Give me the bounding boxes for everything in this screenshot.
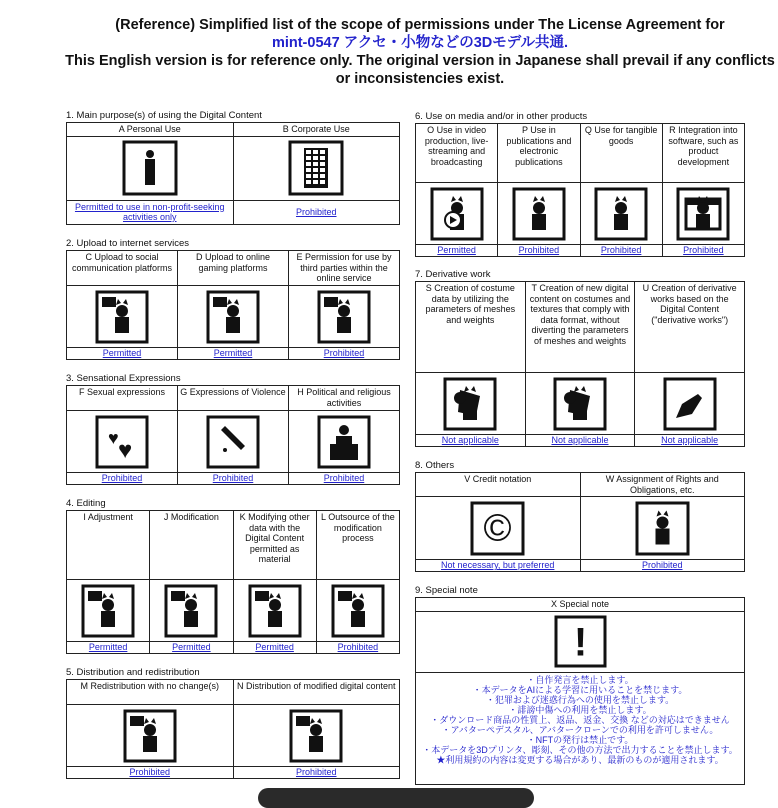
permission-header: G Expressions of Violence <box>178 386 289 411</box>
knife-icon <box>205 414 261 470</box>
permission-icon-cell <box>580 183 662 245</box>
permission-status: Prohibited <box>233 200 400 224</box>
product-name: mint-0547 アクセ・小物などの3Dモデル共通. <box>271 35 569 51</box>
podium-icon <box>316 414 372 470</box>
permission-table <box>415 597 745 785</box>
permission-header: Q Use for tangible goods <box>580 124 662 183</box>
permission-status: Prohibited <box>67 473 178 485</box>
title-line1: (Reference) Simplified list of the scope of permissions under The License Agreement for <box>115 17 725 33</box>
permission-table <box>66 385 400 485</box>
note-item: ・ダウンロード商品の性質上、返品、返金、交換 などの対応はできません <box>430 714 730 725</box>
permission-icon-cell <box>416 183 498 245</box>
section-label: 5. Distribution and redistribution <box>66 667 200 678</box>
permission-status: Prohibited <box>580 560 745 572</box>
exclamation-icon <box>553 614 608 669</box>
permission-icon-cell <box>416 497 581 560</box>
upload-social-icon <box>94 289 150 345</box>
permission-header: X Special note <box>416 598 745 612</box>
permission-table <box>66 250 400 360</box>
permission-header: R Integration into software, such as product development <box>662 124 744 183</box>
permission-icon-cell <box>662 183 744 245</box>
permission-table <box>415 472 745 572</box>
permission-status: Not necessary, but preferred <box>416 560 581 572</box>
note-item: ★利用規約の内容は変更する場合があり、最新のものが適用されます。 <box>436 754 724 765</box>
permission-status: Permitted <box>67 642 150 654</box>
figure-goods-icon <box>593 186 649 242</box>
section-label: 2. Upload to internet services <box>66 238 190 249</box>
permission-header: J Modification <box>150 511 233 580</box>
section-label: 8. Others <box>415 460 455 471</box>
permission-status: Prohibited <box>662 245 744 257</box>
permission-status: Prohibited <box>580 245 662 257</box>
svg-text:♥: ♥ <box>118 436 133 464</box>
permission-status: Not applicable <box>635 435 745 447</box>
copyright-icon <box>469 500 526 557</box>
distribute-modified-icon <box>288 708 344 764</box>
permission-header: H Political and religious activities <box>289 386 400 411</box>
permission-table <box>415 123 745 257</box>
permission-header: K Modifying other data with the Digital Content permitted as material <box>233 511 316 580</box>
permission-header: O Use in video production, live-streaming and broadcasting <box>416 124 498 183</box>
permission-icon-cell <box>67 136 234 200</box>
note-item: ・自作発言を禁止します。 <box>526 674 634 685</box>
permission-table <box>66 510 400 654</box>
permission-status: Permitted <box>178 348 289 360</box>
permission-icon-cell <box>67 411 178 473</box>
permission-table <box>66 122 400 225</box>
note-item: ・本データをAIによる学習に用いることを禁じます。 <box>472 684 688 695</box>
upload-gaming-icon <box>205 289 261 345</box>
permission-status: Prohibited <box>289 473 400 485</box>
title-disclaimer: This English version is for reference only. The original version in Japanese shall prevail if any conflicts or inconsistencies exist. <box>65 53 775 87</box>
permission-header: V Credit notation <box>416 473 581 497</box>
permission-status: Permitted <box>233 642 316 654</box>
section-label: 3. Sensational Expressions <box>66 373 181 384</box>
section-2 <box>66 239 400 360</box>
note-item: ・犯罪および迷惑行為への使用を禁止します。 <box>485 694 675 705</box>
texture-icon <box>552 376 608 432</box>
permission-header: E Permission for use by third parties within the online service <box>289 251 400 286</box>
permission-status: Permitted <box>150 642 233 654</box>
permission-status: Prohibited <box>178 473 289 485</box>
note-item: ・本データを3Dプリンタ、彫刻、その他の方法で出力することを禁止します。 <box>422 744 738 755</box>
section-label: 6. Use on media and/or in other products <box>415 111 588 122</box>
costume-icon <box>442 376 498 432</box>
permission-icon-cell <box>580 497 745 560</box>
permission-icon-cell <box>178 286 289 348</box>
permission-header: L Outsource of the modification process <box>316 511 399 580</box>
permission-status: Prohibited <box>67 767 234 779</box>
special-notes <box>416 672 745 784</box>
publication-icon <box>511 186 567 242</box>
permission-icon-cell <box>416 373 526 435</box>
permission-header: F Sexual expressions <box>67 386 178 411</box>
permission-header: D Upload to online gaming platforms <box>178 251 289 286</box>
permission-icon-cell <box>67 580 150 642</box>
permission-status: Permitted <box>67 348 178 360</box>
bottom-toolbar-pill[interactable] <box>258 788 534 808</box>
permission-header: W Assignment of Rights and Obligations, etc. <box>580 473 745 497</box>
permission-header: P Use in publications and electronic publications <box>498 124 580 183</box>
svg-text:!: ! <box>573 620 587 665</box>
permission-header: T Creation of new digital content on costumes and textures that comply with data format, without diverting the parameters of meshes and weights <box>525 282 635 373</box>
hearts-icon <box>94 414 150 470</box>
software-icon <box>675 186 731 242</box>
permission-header: C Upload to social communication platforms <box>67 251 178 286</box>
document-title <box>60 16 778 88</box>
permission-icon-cell <box>67 286 178 348</box>
permission-header: N Distribution of modified digital content <box>233 680 400 705</box>
section-5 <box>66 668 400 779</box>
permission-icon-cell <box>635 373 745 435</box>
section-label: 1. Main purpose(s) of using the Digital Content <box>66 110 262 121</box>
permission-header: M Redistribution with no change(s) <box>67 680 234 705</box>
note-item: ・NFTの発行は禁止です。 <box>526 734 634 745</box>
permission-icon-cell <box>289 286 400 348</box>
permission-table <box>415 281 745 447</box>
permission-status: Prohibited <box>289 348 400 360</box>
permission-icon-cell <box>498 183 580 245</box>
permission-header: A Personal Use <box>67 123 234 137</box>
permission-status: Permitted to use in non-profit-seeking activities only <box>67 200 234 224</box>
permission-header: B Corporate Use <box>233 123 400 137</box>
permission-status: Prohibited <box>233 767 400 779</box>
permission-status: Permitted <box>416 245 498 257</box>
section-3 <box>66 374 400 485</box>
section-label: 9. Special note <box>415 585 478 596</box>
permission-icon-cell <box>67 705 234 767</box>
outsource-icon <box>330 583 386 639</box>
section-6 <box>415 112 745 257</box>
permission-icon-cell <box>233 136 400 200</box>
modification-icon <box>163 583 219 639</box>
note-item: ・アバターペデスタル、アバタークローンでの利用を許可しません。 <box>441 724 719 735</box>
pen-icon <box>662 376 718 432</box>
permission-header: U Creation of derivative works based on the Digital Content ("derivative works") <box>635 282 745 373</box>
permission-icon-cell <box>233 705 400 767</box>
permission-header: I Adjustment <box>67 511 150 580</box>
section-4 <box>66 499 400 654</box>
video-icon <box>429 186 485 242</box>
section-7 <box>415 270 745 447</box>
permission-status: Prohibited <box>498 245 580 257</box>
section-1 <box>66 111 400 225</box>
permission-status: Prohibited <box>316 642 399 654</box>
permission-header: S Creation of costume data by utilizing the parameters of meshes and weights <box>416 282 526 373</box>
svg-text:©: © <box>483 507 512 549</box>
permission-icon-cell <box>289 411 400 473</box>
share-third-party-icon <box>316 289 372 345</box>
permission-icon-cell <box>316 580 399 642</box>
section-8 <box>415 461 745 572</box>
section-label: 7. Derivative work <box>415 269 491 280</box>
permission-icon-cell <box>233 580 316 642</box>
modify-other-icon <box>247 583 303 639</box>
person-icon <box>121 139 179 197</box>
assignment-icon <box>634 500 691 557</box>
permission-icon-cell <box>150 580 233 642</box>
section-9 <box>415 586 745 785</box>
permission-status: Not applicable <box>525 435 635 447</box>
svg-text:♥: ♥ <box>108 427 119 448</box>
permission-icon-cell <box>416 611 745 672</box>
permission-icon-cell <box>525 373 635 435</box>
note-item: ・誹謗中傷への利用を禁止します。 <box>508 704 652 715</box>
adjustment-icon <box>80 583 136 639</box>
permission-icon-cell <box>178 411 289 473</box>
section-label: 4. Editing <box>66 498 106 509</box>
building-icon <box>287 139 345 197</box>
redistribute-icon <box>122 708 178 764</box>
permission-status: Not applicable <box>416 435 526 447</box>
permission-table <box>66 679 400 779</box>
